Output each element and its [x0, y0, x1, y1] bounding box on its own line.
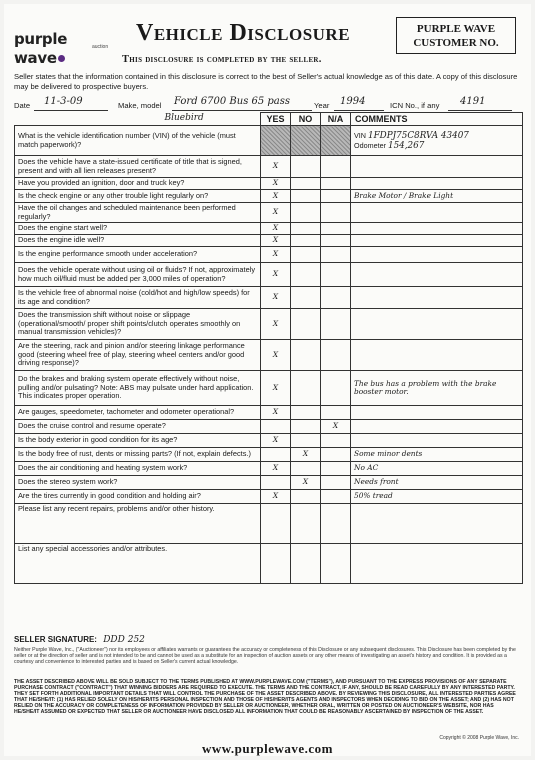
answer-na: [321, 406, 351, 420]
vin-shade-no: [291, 126, 321, 156]
answer-no: [291, 434, 321, 448]
answer-no: [291, 490, 321, 504]
answer-na: [321, 287, 351, 309]
page-title: Vehicle Disclosure: [136, 20, 351, 46]
answer-yes: X: [261, 203, 291, 223]
question-row: [15, 420, 523, 434]
question-text: Please list any recent repairs, problems and/or other history.: [15, 504, 261, 544]
answer-na: [321, 476, 351, 490]
question-text: Does the stereo system work?: [15, 476, 261, 490]
answer-na: [321, 203, 351, 223]
answer-yes: X: [261, 178, 291, 190]
answer-no: [291, 309, 321, 340]
question-row: [15, 247, 523, 263]
customer-box-line1: PURPLE WAVE: [416, 23, 496, 35]
vin-shade-yes: [261, 126, 291, 156]
question-row: [15, 340, 523, 371]
question-row: [15, 223, 523, 235]
answer-na: [321, 462, 351, 476]
answer-no: [291, 420, 321, 434]
answer-na: [321, 178, 351, 190]
question-text: Are the steering, rack and pinion and/or steering linkage performance good (steering wheel free of play, steering wheel centers and/or good driving response)?: [15, 340, 261, 371]
question-row: [15, 371, 523, 406]
vin-comments: [351, 126, 523, 156]
make-value: Ford 6700 Bus 65 pass: [174, 96, 291, 107]
answer-na: [321, 247, 351, 263]
icn-label: ICN No., if any: [390, 101, 440, 110]
comment: [351, 504, 523, 544]
comment: [351, 263, 523, 287]
answer-na: [321, 504, 351, 544]
question-row: [15, 476, 523, 490]
col-yes: YES: [261, 113, 291, 126]
answer-no: [291, 235, 321, 247]
answer-yes: X: [261, 156, 291, 178]
question-row: [15, 462, 523, 476]
comment: [351, 406, 523, 420]
answer-yes: X: [261, 490, 291, 504]
answer-yes: [261, 420, 291, 434]
comment: [351, 340, 523, 371]
comment: [351, 247, 523, 263]
model-extra: Bluebird: [15, 113, 261, 126]
answer-na: X: [321, 420, 351, 434]
comment: 50% tread: [351, 490, 523, 504]
question-row: [15, 448, 523, 462]
question-row: [15, 235, 523, 247]
comment: [351, 420, 523, 434]
col-comments: COMMENTS: [351, 113, 523, 126]
answer-no: [291, 178, 321, 190]
customer-box-line2: CUSTOMER NO.: [413, 37, 499, 49]
answer-yes: [261, 476, 291, 490]
question-text: Is the body exterior in good condition for its age?: [15, 434, 261, 448]
question-text: Is the engine performance smooth under acceleration?: [15, 247, 261, 263]
intro-statement: Seller states that the information contained in this disclosure is correct to the best of Seller's actual knowledge as of this date. A copy of this disclosure may be delivered to prospective buyers.: [14, 72, 518, 91]
comment: [351, 544, 523, 584]
question-text: Does the cruise control and resume operate?: [15, 420, 261, 434]
question-text: Does the vehicle operate without using oil or fluids? If not, approximately how much oil/fluid must be added per 3,000 miles of operation?: [15, 263, 261, 287]
answer-yes: [261, 448, 291, 462]
answer-yes: X: [261, 462, 291, 476]
question-row: [15, 203, 523, 223]
answer-yes: X: [261, 223, 291, 235]
comment: [351, 223, 523, 235]
comment: [351, 235, 523, 247]
answer-yes: X: [261, 434, 291, 448]
answer-yes: X: [261, 287, 291, 309]
seller-signature: [14, 635, 145, 645]
answer-yes: X: [261, 235, 291, 247]
question-text: List any special accessories and/or attributes.: [15, 544, 261, 584]
disclosure-table: [14, 112, 523, 584]
comment: No AC: [351, 462, 523, 476]
answer-no: X: [291, 448, 321, 462]
answer-no: [291, 544, 321, 584]
disclaimer-text: Neither Purple Wave, Inc., ("Auctioneer") nor its employees or affiliates warrants or guarantees the accuracy or completeness of this Disclosure or any subsequent disclosures. This Disclosure has been completed by the seller or at the direction of seller and is not intended to be and cannot be used as a substitute for an inspection of auction assets or any other means of investigating an asset's history and condition. It is provided as a courtesy and convenience to interested parties and is based on Seller's current actual knowledge.: [14, 647, 516, 665]
col-na: N/A: [321, 113, 351, 126]
answer-na: [321, 371, 351, 406]
comment: Brake Motor / Brake Light: [351, 190, 523, 203]
answer-no: [291, 406, 321, 420]
col-no: NO: [291, 113, 321, 126]
signature-value: DDD 252: [103, 635, 145, 645]
answer-no: [291, 223, 321, 235]
answer-na: [321, 490, 351, 504]
answer-no: [291, 371, 321, 406]
question-text: Is the body free of rust, dents or missing parts? (If not, explain defects.): [15, 448, 261, 462]
question-row: [15, 263, 523, 287]
logo-dot-icon: [58, 55, 65, 62]
answer-na: [321, 309, 351, 340]
answer-no: [291, 247, 321, 263]
question-row: [15, 178, 523, 190]
question-row: [15, 406, 523, 420]
question-text: Do the brakes and braking system operate effectively without noise, pulling and/or pulsating? Note: ABS may pulsate under hard application. This indicates proper operation.: [15, 371, 261, 406]
odometer-value: 154,267: [387, 140, 425, 151]
answer-no: X: [291, 476, 321, 490]
comment: [351, 309, 523, 340]
comment: [351, 287, 523, 309]
comment: Some minor dents: [351, 448, 523, 462]
date-label: Date: [14, 101, 31, 110]
answer-yes: X: [261, 263, 291, 287]
question-row: [15, 190, 523, 203]
answer-no: [291, 504, 321, 544]
question-text: Are the tires currently in good condition and holding air?: [15, 490, 261, 504]
question-row: [15, 544, 523, 584]
customer-number-box: [396, 17, 516, 54]
copyright: Copyright © 2008 Purple Wave, Inc.: [439, 735, 519, 741]
answer-no: [291, 156, 321, 178]
answer-no: [291, 203, 321, 223]
question-text: Have you provided an ignition, door and truck key?: [15, 178, 261, 190]
answer-no: [291, 340, 321, 371]
answer-na: [321, 434, 351, 448]
question-text: Does the vehicle have a state-issued certificate of title that is signed, present and with all lien releases present?: [15, 156, 261, 178]
disclosure-page: [4, 4, 531, 756]
question-row: [15, 504, 523, 544]
answer-yes: X: [261, 371, 291, 406]
vin-label: VIN: [354, 130, 366, 140]
comment: [351, 434, 523, 448]
date-value: 11-3-09: [44, 96, 83, 107]
question-row: [15, 156, 523, 178]
question-text: Does the engine start well?: [15, 223, 261, 235]
answer-no: [291, 263, 321, 287]
question-row: [15, 287, 523, 309]
answer-no: [291, 462, 321, 476]
vin-value: 1FDPJ75C8RVA 43407: [367, 130, 469, 141]
legal-terms-text: THE ASSET DESCRIBED ABOVE WILL BE SOLD SUBJECT TO THE TERMS PUBLISHED AT WWW.PURPLEWAVE.COM ("TERMS"), AND PURSUANT TO THE EXPRESS PROVISIONS OF ANY SEPARATE PURCHASE CONTRACT ("CONTRACT") THAT WINNING BIDDERS ARE REQUIRED TO EXECUTE. THE TERMS AND THE CONTRACT, IF ANY, SHOULD BE READ CAREFULLY BY ANY INTERESTED PARTY. THEY SET FORTH ADDITIONAL IMPORTANT DETAILS THAT WILL CONTROL THE PURCHASE OF THE ASSET DESCRIBED ABOVE. BY REVIEWING THIS DISCLOSURE, ALL INTERESTED PARTIES AGREE THAT HE/SHE/IT: (1) HAS RELIED SOLELY ON HIS/HER/ITS PERSONAL INSPECTION AND THOSE OF HIS/HER/ITS AGENTS AND INSPECTORS WHEN DECIDING TO BID ON THE ASSET; AND (2) HAS NOT RELIED ON THE ACCURACY OR COMPLETENESS OF INFORMATION PROVIDED BY SELLER OR AUCTIONEER, WHETHER ORAL, WRITTEN OR POSTED ON AUCTIONEER'S WEBSITE, NOR HAS HE/SHE/IT ASSUMED OR EXPECTED THAT SELLER OR AUCTIONEER HAVE DISCLOSED ALL INFORMATION THAT COULD BE REASONABLY ASCERTAINED BY INSPECTION OF THE ASSET.: [14, 679, 516, 715]
comment: The bus has a problem with the brake booster motor.: [351, 371, 523, 406]
answer-na: [321, 156, 351, 178]
odometer-label: Odometer: [354, 140, 386, 150]
answer-yes: X: [261, 406, 291, 420]
signature-label: SELLER SIGNATURE:: [14, 635, 97, 644]
comment: [351, 178, 523, 190]
vin-row: [15, 126, 523, 156]
answer-yes: X: [261, 309, 291, 340]
answer-yes: [261, 504, 291, 544]
icn-value: 4191: [460, 96, 486, 107]
year-value: 1994: [340, 96, 366, 107]
question-text: Is the vehicle free of abnormal noise (cold/hot and high/low speeds) for its age and condition?: [15, 287, 261, 309]
question-text: Does the air conditioning and heating system work?: [15, 462, 261, 476]
answer-yes: X: [261, 190, 291, 203]
vin-shade-na: [321, 126, 351, 156]
answer-na: [321, 190, 351, 203]
comment: [351, 156, 523, 178]
answer-na: [321, 235, 351, 247]
question-text: Does the engine idle well?: [15, 235, 261, 247]
comment: [351, 203, 523, 223]
footer-url: www.purplewave.com: [201, 741, 334, 756]
answer-na: [321, 340, 351, 371]
answer-na: [321, 263, 351, 287]
logo-subtext: auction: [92, 44, 109, 50]
answer-yes: [261, 544, 291, 584]
question-text: Are gauges, speedometer, tachometer and odometer operational?: [15, 406, 261, 420]
answer-yes: X: [261, 247, 291, 263]
question-row: [15, 434, 523, 448]
make-label: Make, model: [118, 101, 162, 110]
question-text: Is the check engine or any other trouble light regularly on?: [15, 190, 261, 203]
answer-na: [321, 448, 351, 462]
question-text: Does the transmission shift without noise or slippage (operational/smooth/ proper shift points/clutch operates smoothly on manual transmission vehicles)?: [15, 309, 261, 340]
subtitle: This disclosure is completed by the seller.: [122, 54, 322, 65]
question-text: Have the oil changes and scheduled maintenance been performed regularly?: [15, 203, 261, 223]
vin-question: What is the vehicle identification number (VIN) of the vehicle (must match paperwork)?: [15, 126, 261, 156]
comment: Needs front: [351, 476, 523, 490]
vehicle-info-line: [14, 96, 519, 113]
answer-no: [291, 190, 321, 203]
answer-no: [291, 287, 321, 309]
question-row: [15, 309, 523, 340]
question-row: [15, 490, 523, 504]
purple-wave-logo: [14, 30, 114, 67]
answer-na: [321, 544, 351, 584]
answer-yes: X: [261, 340, 291, 371]
year-label: Year: [314, 101, 330, 110]
answer-na: [321, 223, 351, 235]
logo-text: purple wave: [14, 30, 68, 67]
